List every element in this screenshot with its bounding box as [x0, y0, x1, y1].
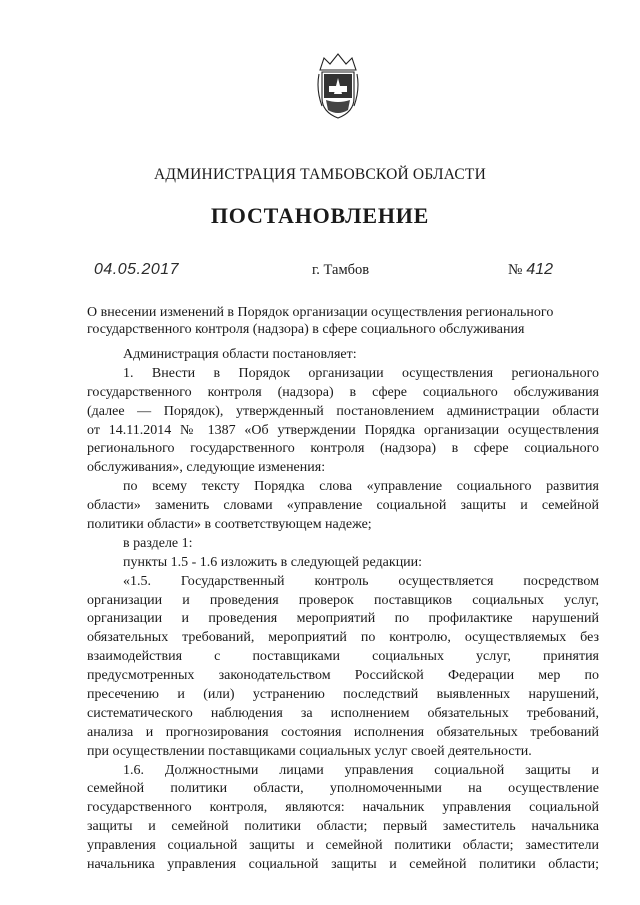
number-value: 412 [526, 261, 554, 278]
body-line: семейной политики области, уполномоченными на осуществление [87, 781, 599, 797]
subject-line: государственного контроля (надзора) в сфере социального обслуживания [87, 322, 525, 337]
body-line: защиты и семейной политики области; первый заместитель начальника [87, 819, 599, 835]
body-line: регионального государственного контроля (надзора) в сфере социального [87, 441, 599, 457]
organization-name: АДМИНИСТРАЦИЯ ТАМБОВСКОЙ ОБЛАСТИ [154, 166, 486, 183]
body-line: политики области» в соответствующем надеже; [87, 517, 372, 533]
body-line: 1. Внести в Порядок организации осуществления регионального [123, 365, 599, 381]
body-line: организации и проведения мероприятий по профилактике нарушений [87, 611, 599, 627]
body-line: 1.6. Должностными лицами управления социальной защиты и [123, 762, 599, 778]
document-number [508, 261, 553, 279]
body-line: анализа и прогнозирования состояния исполнения обязательных требований [87, 724, 599, 740]
body-line: пункты 1.5 - 1.6 изложить в следующей редакции: [123, 554, 423, 570]
body-line: предусмотренных законодательством Российской Федерации мер по [87, 668, 599, 684]
body-line: области» заменить словами «управление социальной защиты и семейной [87, 498, 599, 514]
body-line: Администрация области постановляет: [123, 347, 357, 362]
body-line: «1.5. Государственный контроль осуществляется посредством [123, 573, 599, 589]
body-line: начальника управления социальной защиты и семейной политики области; [87, 857, 599, 873]
document-type-title: ПОСТАНОВЛЕНИЕ [210, 203, 430, 228]
body-line: государственного контроля (надзора) в сфере социального обслуживания [87, 384, 599, 400]
body-line: (далее — Порядок), утвержденный постановлением администрации области [87, 403, 599, 419]
body-line: в разделе 1: [123, 535, 193, 551]
body-line: обслуживания», следующие изменения: [87, 460, 326, 476]
document-body [87, 346, 599, 875]
number-sign: № [508, 262, 523, 278]
document-city: г. Тамбов [312, 262, 370, 278]
body-line: обязательных требований, мероприятий по контролю, осуществляемых без [87, 630, 599, 646]
body-line: управления социальной защиты и семейной политики области; заместители [87, 838, 599, 854]
body-line: взаимодействия с поставщиками социальных услуг, принятия [87, 649, 599, 665]
body-line: пресечению и (или) устранению последствий выявленных нарушений, [87, 687, 599, 703]
body-line: систематического наблюдения за исполнением обязательных требований, [87, 705, 599, 721]
body-line: государственного контроля, являются: начальник управления социальной [87, 800, 599, 816]
coat-of-arms-emblem [316, 50, 360, 122]
document-date: 04.05.2017 [94, 261, 180, 278]
body-line: по всему тексту Порядка слова «управление социального развития [123, 479, 599, 495]
document-subject [87, 304, 607, 338]
body-line: при осуществлении поставщиками социальных услуг своей деятельности. [87, 743, 532, 759]
body-line: организации и проведения проверок поставщиков социальных услуг, [87, 592, 599, 608]
body-line: от 14.11.2014 № 1387 «Об утверждении Порядка организации осуществления [87, 422, 599, 438]
subject-line: О внесении изменений в Порядок организации осуществления регионального [87, 305, 554, 320]
